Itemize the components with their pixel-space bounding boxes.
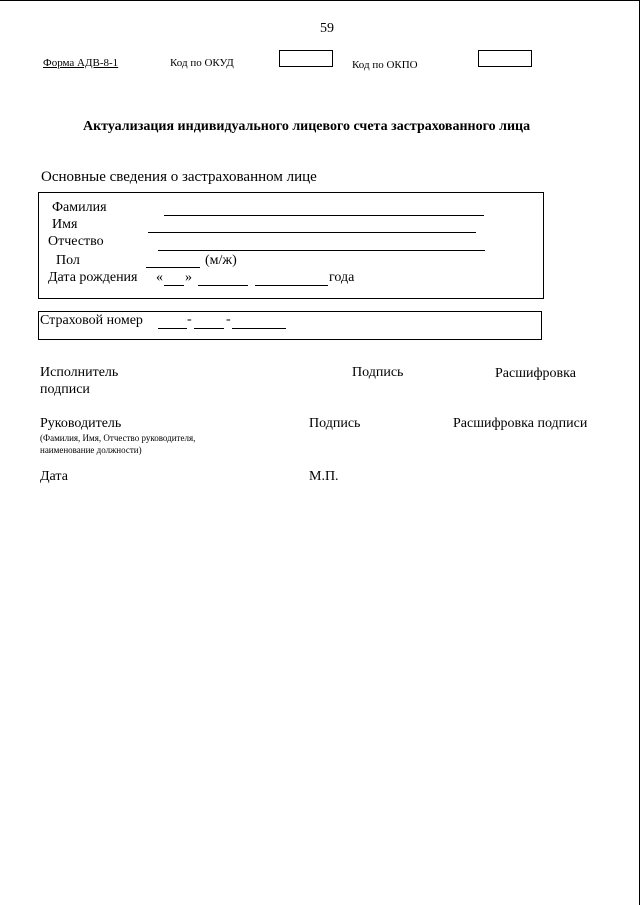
- insurance-part1-field[interactable]: [158, 328, 187, 329]
- surname-field[interactable]: [164, 215, 484, 216]
- okpo-code-box[interactable]: [478, 50, 532, 67]
- birthdate-label: Дата рождения: [48, 270, 138, 285]
- birthdate-quote-open: «: [156, 270, 163, 285]
- head-signature-label: Подпись: [309, 416, 361, 431]
- head-label: Руководитель: [40, 416, 122, 431]
- surname-label: Фамилия: [52, 200, 107, 215]
- insurance-part2-field[interactable]: [194, 328, 224, 329]
- document-title: Актуализация индивидуального лицевого счета застрахованного лица: [83, 119, 531, 134]
- okud-label: Код по ОКУД: [170, 57, 234, 69]
- stamp-label: М.П.: [309, 469, 339, 484]
- birthdate-day-field[interactable]: [164, 285, 184, 286]
- gender-field[interactable]: [146, 267, 200, 268]
- scan-top-edge: [0, 0, 640, 1]
- insurance-label: Страховой номер: [40, 313, 143, 328]
- executor-label: Исполнитель: [40, 365, 119, 380]
- executor-signature-label: Подпись: [352, 365, 404, 380]
- insurance-dash-1: -: [187, 312, 192, 327]
- okpo-label: Код по ОКПО: [352, 59, 418, 71]
- gender-label: Пол: [56, 253, 80, 268]
- insurance-dash-2: -: [226, 312, 231, 327]
- birthdate-month-field[interactable]: [198, 285, 248, 286]
- head-transcript-label: Расшифровка подписи: [453, 416, 588, 431]
- patronymic-label: Отчество: [48, 234, 104, 249]
- basic-info-heading: Основные сведения о застрахованном лице: [41, 169, 317, 185]
- date-label: Дата: [40, 469, 68, 484]
- page-number: 59: [320, 21, 334, 36]
- gender-hint: (м/ж): [205, 253, 237, 268]
- executor-label-continued: подписи: [40, 382, 90, 397]
- insurance-part3-field[interactable]: [232, 328, 286, 329]
- executor-transcript-label: Расшифровка: [495, 366, 576, 381]
- birthdate-quote-close: »: [185, 270, 192, 285]
- name-label: Имя: [52, 217, 78, 232]
- name-field[interactable]: [148, 232, 476, 233]
- head-hint-line-2: наименование должности): [40, 445, 142, 455]
- okud-code-box[interactable]: [279, 50, 333, 67]
- head-hint-line-1: (Фамилия, Имя, Отчество руководителя,: [40, 433, 196, 443]
- birthdate-year-suffix: года: [329, 270, 355, 285]
- birthdate-year-field[interactable]: [255, 285, 328, 286]
- form-label: Форма АДВ-8-1: [43, 57, 119, 69]
- patronymic-field[interactable]: [158, 250, 485, 251]
